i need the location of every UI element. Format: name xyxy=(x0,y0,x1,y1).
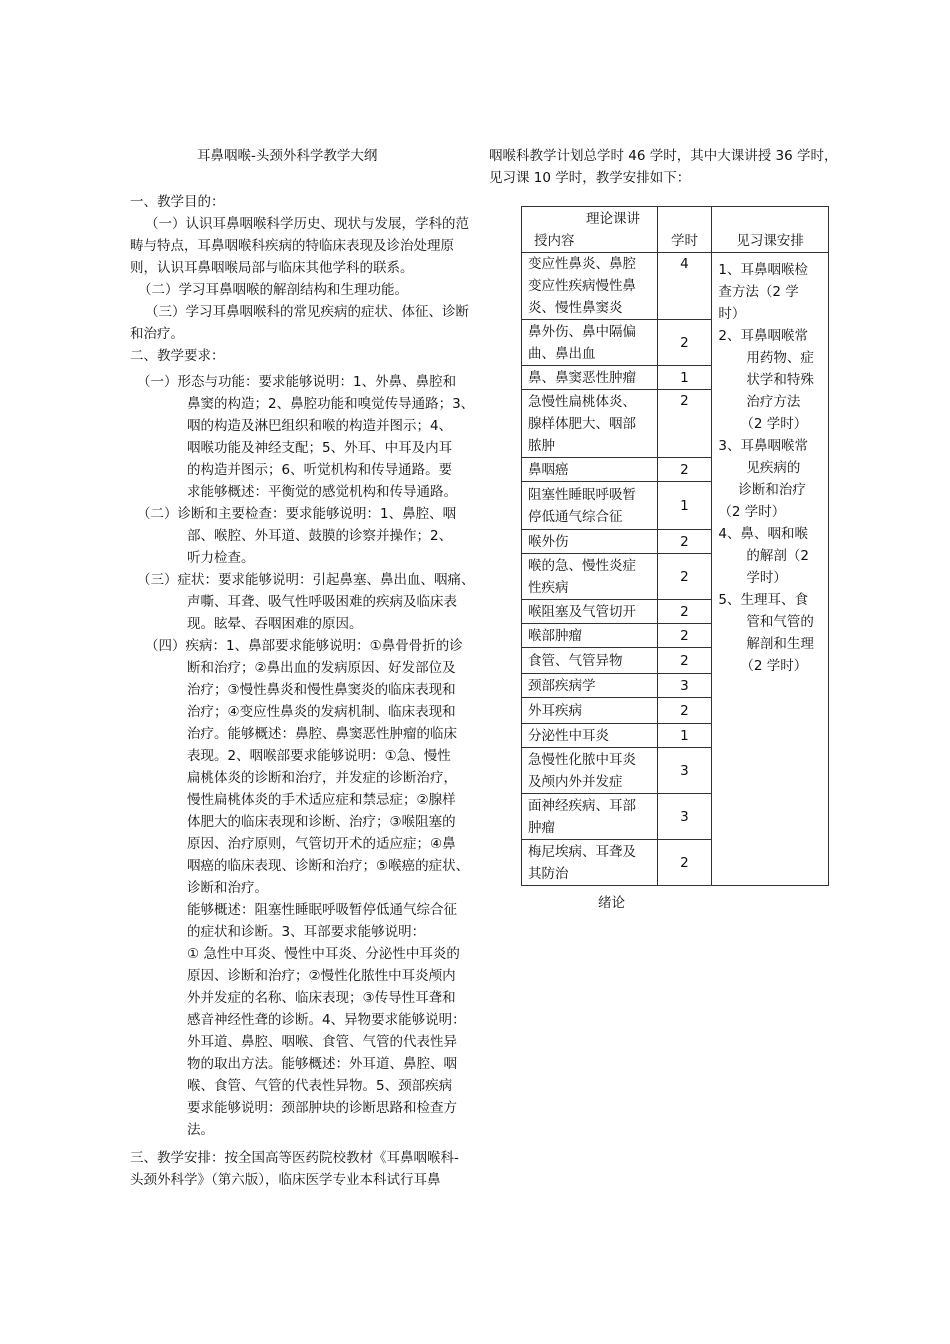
cell-line: 鼻外伤、鼻中隔偏 xyxy=(528,323,636,340)
text-line: 的构造并图示；6、听觉机构和传导通路。要 xyxy=(187,462,453,478)
row-hours: 1 xyxy=(657,366,712,390)
cell-line: 喉外伤 xyxy=(528,533,569,550)
lab-line: 3、耳鼻咽喉常 xyxy=(718,438,808,454)
lab-line: 诊断和治疗 xyxy=(738,482,806,498)
row-content xyxy=(522,458,658,482)
cell-line: 停低通气综合征 xyxy=(528,508,623,525)
lab-line: 状学和特殊 xyxy=(746,372,814,388)
lab-line: 学时） xyxy=(746,570,787,586)
text-line: 咽喉科教学计划总学时 46 学时，其中大课讲授 36 学时， xyxy=(489,148,838,164)
requirement-3-first: （三）症状：要求能够说明：引起鼻塞、鼻出血、咽痛、 xyxy=(137,572,475,588)
lab-line: 的解剖（2 xyxy=(746,548,809,564)
text-line: 体肥大的临床表现和诊断、治疗；③喉阻塞的 xyxy=(187,814,456,830)
cell-line: 面神经疾病、耳部 xyxy=(528,797,636,814)
text-line: 喉、食管、气管的代表性异物。5、颈部疾病 xyxy=(187,1078,453,1094)
page-title: 耳鼻咽喉-头颈外科学教学大纲 xyxy=(197,148,378,164)
text-line: 外耳道、鼻腔、咽喉、食管、气管的代表性异 xyxy=(187,1034,457,1050)
row-content xyxy=(522,748,658,794)
text-line: 感音神经性聋的诊断。4、异物要求能够说明： xyxy=(187,1012,466,1028)
cell-line: 鼻、鼻窦恶性肿瘤 xyxy=(528,369,636,386)
text-line: 的症状和诊断。3、耳部要求能够说明： xyxy=(187,924,426,940)
cell-line: 急慢性化脓中耳炎 xyxy=(528,751,636,768)
text-line: 畴与特点，耳鼻咽喉科疾病的特临床表现及诊治处理原 xyxy=(130,238,454,254)
table-header-row xyxy=(522,207,829,253)
lab-schedule xyxy=(712,253,829,886)
lab-line: 2、耳鼻咽喉常 xyxy=(718,328,808,344)
row-content xyxy=(522,724,658,748)
text-line: 听力检查。 xyxy=(187,550,255,566)
lab-line: （2 学时） xyxy=(740,658,808,674)
cell-line: 颈部疾病学 xyxy=(528,677,596,694)
cell-line: 食管、气管异物 xyxy=(528,652,623,669)
row-hours: 2 xyxy=(657,530,712,554)
text-line: 外并发症的名称、临床表现；③传导性耳聋和 xyxy=(187,990,456,1006)
row-hours: 2 xyxy=(657,390,712,458)
text-line: 要求能够说明：颈部肿块的诊断思路和检查方 xyxy=(187,1100,457,1116)
text-line: 咽喉功能及神经支配；5、外耳、中耳及内耳 xyxy=(187,440,453,456)
text-line: 现。眩晕、吞咽困难的原因。 xyxy=(187,616,363,632)
text-line: 原因、诊断和治疗；②慢性化脓性中耳炎颅内 xyxy=(187,968,456,984)
text-line: 能够概述：阻塞性睡眠呼吸暂停低通气综合征 xyxy=(187,902,457,918)
requirement-1-body xyxy=(187,393,474,503)
lab-line: 5、生理耳、食 xyxy=(718,592,808,608)
text-line: 则，认识耳鼻咽喉局部与临床其他学科的联系。 xyxy=(130,260,414,276)
cell-line: 变应性疾病慢性鼻 xyxy=(528,278,636,294)
section-1-item-2: （二）学习耳鼻咽喉的解剖结构和生理功能。 xyxy=(138,282,408,298)
cell-line: 脓肿 xyxy=(528,437,555,454)
header-text: 授内容 xyxy=(534,232,575,249)
header-hours: 学时 xyxy=(657,207,712,253)
cell-line: 喉阻塞及气管切开 xyxy=(528,603,636,620)
row-content xyxy=(522,840,658,886)
lab-line: （2 学时） xyxy=(740,416,808,432)
text-line: 表现。2、咽喉部要求能够说明：①急、慢性 xyxy=(187,748,451,764)
row-hours: 2 xyxy=(657,840,712,886)
cell-line: 阻塞性睡眠呼吸暂 xyxy=(528,486,636,503)
row-content xyxy=(522,554,658,600)
header-content xyxy=(522,207,658,253)
requirement-1-first: （一）形态与功能：要求能够说明：1、外鼻、鼻腔和 xyxy=(137,374,457,390)
header-lab: 见习课安排 xyxy=(712,207,829,253)
text-line: 治疗；③慢性鼻炎和慢性鼻窦炎的临床表现和 xyxy=(187,682,456,698)
row-content xyxy=(522,794,658,840)
cell-line: 鼻咽癌 xyxy=(528,461,569,478)
row-content xyxy=(522,320,658,366)
cell-line: 炎、慢性鼻窦炎 xyxy=(528,300,623,316)
cell-line: 其防治 xyxy=(528,865,569,882)
lab-line: （2 学时） xyxy=(718,504,786,520)
lab-line: 查方法（2 学 xyxy=(718,284,799,300)
cell-line: 分泌性中耳炎 xyxy=(528,727,609,744)
requirement-4-body xyxy=(187,657,469,1141)
section-1-item-1-cont xyxy=(130,235,454,279)
lab-item xyxy=(718,325,822,435)
text-line: 原因、治疗原则，气管切开术的适应症；④鼻 xyxy=(187,836,456,852)
section-1-heading: 一、教学目的： xyxy=(130,194,225,210)
row-content xyxy=(522,530,658,554)
section-1-item-3: （三）学习耳鼻咽喉科的常见疾病的症状、体征、诊断 xyxy=(145,304,469,320)
row-hours: 3 xyxy=(657,748,712,794)
table-footer: 绪论 xyxy=(598,895,625,911)
section-2-heading: 二、教学要求： xyxy=(130,348,225,364)
text-line: 断和治疗；②鼻出血的发病原因、好发部位及 xyxy=(187,660,456,676)
requirement-2-body xyxy=(187,525,452,569)
cell-line: 外耳疾病 xyxy=(528,702,582,719)
row-hours: 2 xyxy=(657,698,712,724)
lab-line: 时） xyxy=(718,306,746,322)
cell-line: 腺样体肥大、咽部 xyxy=(528,415,636,432)
row-hours: 1 xyxy=(657,724,712,748)
row-content xyxy=(522,366,658,390)
row-content xyxy=(522,482,658,530)
requirement-3-body xyxy=(187,591,457,635)
text-line: 治疗。能够概述：鼻腔、鼻窦恶性肿瘤的临床 xyxy=(187,726,457,742)
row-content xyxy=(522,698,658,724)
row-content xyxy=(522,390,658,458)
text-line: 见习课 10 学时，教学安排如下： xyxy=(489,170,691,186)
requirement-4-first: （四）疾病：1、鼻部要求能够说明：①鼻骨骨折的诊 xyxy=(145,638,463,654)
section-1-item-1 xyxy=(145,213,469,235)
row-hours: 2 xyxy=(657,648,712,674)
row-content xyxy=(522,624,658,648)
row-hours: 4 xyxy=(657,253,712,320)
cell-line: 曲、鼻出血 xyxy=(528,345,596,362)
row-hours: 2 xyxy=(657,554,712,600)
row-hours: 2 xyxy=(657,600,712,624)
lab-item xyxy=(718,523,822,589)
row-content xyxy=(522,253,658,320)
row-content xyxy=(522,674,658,698)
row-hours: 3 xyxy=(657,794,712,840)
text-line: 扁桃体炎的诊断和治疗，并发症的诊断治疗， xyxy=(187,770,457,786)
text-line: 声嘶、耳聋、吸气性呼吸困难的疾病及临床表 xyxy=(187,594,457,610)
lab-line: 1、耳鼻咽喉检 xyxy=(718,262,808,278)
cell-line: 性疾病 xyxy=(528,579,569,596)
right-intro xyxy=(489,145,838,189)
lab-line: 见疾病的 xyxy=(746,460,801,476)
lab-line: 4、鼻、咽和喉 xyxy=(718,526,808,542)
lab-item xyxy=(718,435,822,523)
lab-item xyxy=(718,259,822,325)
schedule-table xyxy=(521,206,829,886)
cell-line: 变应性鼻炎、鼻腔 xyxy=(528,256,636,272)
lab-line: 治疗方法 xyxy=(746,394,801,410)
text-line: 物的取出方法。能够概述：外耳道、鼻腔、咽 xyxy=(187,1056,457,1072)
requirement-2-first: （二）诊断和主要检查：要求能够说明：1、鼻腔、咽 xyxy=(137,506,457,522)
header-text: 理论课讲 xyxy=(586,210,640,227)
row-content xyxy=(522,600,658,624)
text-line: 头颈外科学》（第六版），临床医学专业本科试行耳鼻 xyxy=(130,1172,441,1188)
lab-item xyxy=(718,589,822,677)
text-line: 慢性扁桃体炎的手术适应症和禁忌症；②腺样 xyxy=(187,792,456,808)
cell-line: 梅尼埃病、耳聋及 xyxy=(528,843,636,860)
text-line: ① 急性中耳炎、慢性中耳炎、分泌性中耳炎的 xyxy=(187,946,460,962)
lab-line: 解剖和生理 xyxy=(746,636,814,652)
cell-line: 肿瘤 xyxy=(528,819,555,836)
row-hours: 2 xyxy=(657,320,712,366)
row-hours: 3 xyxy=(657,674,712,698)
section-1-item-3-cont: 和治疗。 xyxy=(130,326,184,342)
row-hours: 2 xyxy=(657,624,712,648)
table-row xyxy=(522,253,829,320)
text-line: 法。 xyxy=(187,1122,214,1138)
text-line: （一）认识耳鼻咽喉科学历史、现状与发展，学科的范 xyxy=(145,216,469,232)
text-line: 治疗；④变应性鼻炎的发病机制、临床表现和 xyxy=(187,704,456,720)
section-3 xyxy=(130,1147,459,1191)
text-line: 咽的构造及淋巴组织和喉的构造并图示；4、 xyxy=(187,418,453,434)
text-line: 部、喉腔、外耳道、鼓膜的诊察并操作；2、 xyxy=(187,528,453,544)
text-line: 求能够概述：平衡觉的感觉机构和传导通路。 xyxy=(187,484,457,500)
row-hours: 2 xyxy=(657,458,712,482)
text-line: 诊断和治疗。 xyxy=(187,880,268,896)
row-hours: 1 xyxy=(657,482,712,530)
row-content xyxy=(522,648,658,674)
text-line: 鼻窦的构造；2、鼻腔功能和嗅觉传导通路；3、 xyxy=(187,396,475,412)
cell-line: 及颅内外并发症 xyxy=(528,773,623,790)
cell-line: 喉的急、慢性炎症 xyxy=(528,557,636,574)
text-line: 咽癌的临床表现、诊断和治疗；⑤喉癌的症状、 xyxy=(187,858,470,874)
lab-line: 管和气管的 xyxy=(746,614,814,630)
cell-line: 喉部肿瘤 xyxy=(528,627,582,644)
cell-line: 急慢性扁桃体炎、 xyxy=(528,393,636,410)
text-line: 三、教学安排：按全国高等医药院校教材《耳鼻咽喉科- xyxy=(130,1150,459,1166)
lab-line: 用药物、症 xyxy=(746,350,814,366)
